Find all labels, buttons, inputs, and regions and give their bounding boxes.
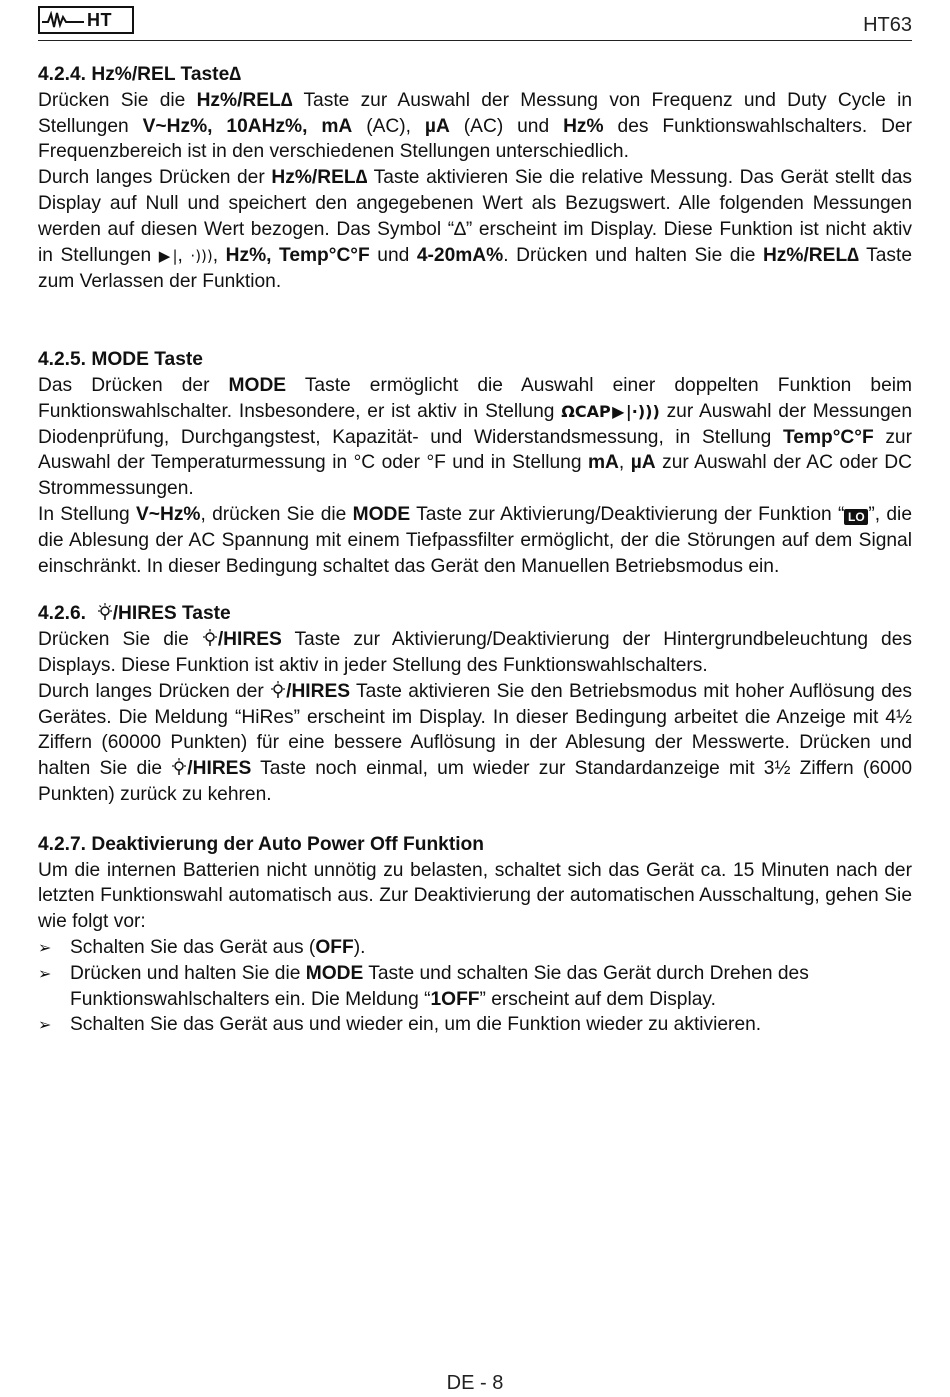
paragraph: Das Drücken der MODE Taste ermöglicht die Auswahl einer doppelten Funktion beim Funktionswahlschalter. Insbesondere, er ist aktiv in Stellung ΩCAP▶|·))) zur Auswahl der Messungen Diodenprüfung, Durchgangstest, Kapazität- und Widerstandsmessung, in Stellung Temp°C°F zur Auswahl der Temperaturmessung in °C oder °F und in Stellung mA, µA zur Auswahl der AC oder DC Strommessungen. [38, 374, 912, 500]
paragraph: Drücken Sie die /HIRES Taste zur Aktivierung/Deaktivierung der Hintergrundbeleuchtung des Displays. Diese Funktion ist aktiv in jeder Stellung des Funktionswahlschalters. [38, 629, 912, 676]
paragraph: Um die internen Batterien nicht unnötig zu belasten, schaltet sich das Gerät ca. 15 Minuten nach der letzten Funktionswahl automatisch aus. Zur Deaktivierung der automatischen Ausschaltung, gehen Sie wie folgt vor: [38, 859, 912, 933]
ht-logo [38, 6, 134, 34]
backlight-lamp-icon [202, 629, 218, 647]
backlight-lamp-icon [270, 681, 286, 699]
lowpass-lo-icon: LO [844, 509, 868, 525]
paragraph: Durch langes Drücken der Hz%/REL∆ Taste aktivieren Sie die relative Messung. Das Gerät stellt das Display auf Null und speichert den angegebenen Wert als Bezugswert. Alle folgenden Messungen werden auf diesen Wert bezogen. Das Symbol “∆” erscheint im Display. Diese Funktion ist nicht aktiv in Stellungen ▶|, ·))), Hz%, Temp°C°F und 4-20mA%. Drücken und halten Sie die Hz%/REL∆ Taste zum Verlassen der Funktion. [38, 167, 912, 293]
section-4-2-4 [38, 62, 912, 295]
section-heading: 4.2.7. Deaktivierung der Auto Power Off Funktion [38, 833, 484, 855]
function-selector-symbol: ΩCAP▶|·))) [561, 401, 660, 421]
arrow-bullet-icon: ➢ [38, 963, 52, 983]
arrow-bullet-icon: ➢ [38, 937, 52, 957]
section-heading: 4.2.5. MODE Taste [38, 349, 203, 371]
list-item: ➢ Drücken und halten Sie die MODE Taste und schalten Sie das Gerät durch Drehen des Funktionswahlschalters ein. Die Meldung “1OFF” erscheint auf dem Display. [38, 962, 809, 1010]
buzzer-icon: ·))) [190, 246, 213, 265]
page-number: DE - 8 [446, 1372, 504, 1394]
backlight-lamp-icon [97, 603, 113, 621]
list-item: ➢ Schalten Sie das Gerät aus (OFF). [38, 935, 912, 961]
document-code: HT63 [863, 14, 912, 36]
paragraph: Durch langes Drücken der /HIRES Taste aktivieren Sie den Betriebsmodus mit hoher Auflösung des Gerätes. Die Meldung “HiRes” erscheint im Display. In dieser Bedingung arbeitet die Anzeige mit 4½ Ziffern (60000 Punkten) für eine bessere Auflösung in der Ablesung der Messwerte. Drücken und halten Sie die /HIRES Taste noch einmal, um wieder zur Standardanzeige mit 3½ Ziffern (6000 Punkten) zurück zu kehren. [38, 680, 913, 805]
section-heading: 4.2.4. Hz%/REL Taste∆ [38, 64, 241, 85]
page-header [38, 4, 912, 41]
backlight-lamp-icon [171, 758, 187, 776]
section-4-2-5 [38, 347, 912, 579]
arrow-bullet-icon: ➢ [38, 1015, 52, 1035]
paragraph: In Stellung V~Hz%, drücken Sie die MODE Taste zur Aktivierung/Deaktivierung der Funktion “ LO ”, die die Ablesung der AC Spannung mit einem Tiefpassfilter ermöglicht, der die Störungen auf dem Signal einschränkt. In dieser Bedingung schaltet das Gerät den Manuellen Betriebsmodus ein. [38, 503, 912, 577]
instruction-list [38, 935, 912, 1038]
waveform-icon [42, 11, 84, 29]
section-4-2-6 [38, 601, 912, 807]
section-4-2-7 [38, 832, 912, 1038]
diode-icon: ▶| [158, 246, 178, 265]
list-item: ➢ Schalten Sie das Gerät aus und wieder ein, um die Funktion wieder zu aktivieren. [38, 1012, 912, 1038]
paragraph: Drücken Sie die Hz%/REL∆ Taste zur Auswahl der Messung von Frequenz und Duty Cycle in Stellungen V~Hz%, 10AHz%, mA (AC), µA (AC) und Hz% des Funktionswahlschalters. Der Frequenzbereich ist in den verschiedenen Stellungen unterschiedlich. [38, 89, 913, 163]
logo-text: HT [87, 9, 112, 30]
section-heading: 4.2.6. /HIRES Taste [38, 603, 231, 625]
page-content [38, 62, 912, 1038]
